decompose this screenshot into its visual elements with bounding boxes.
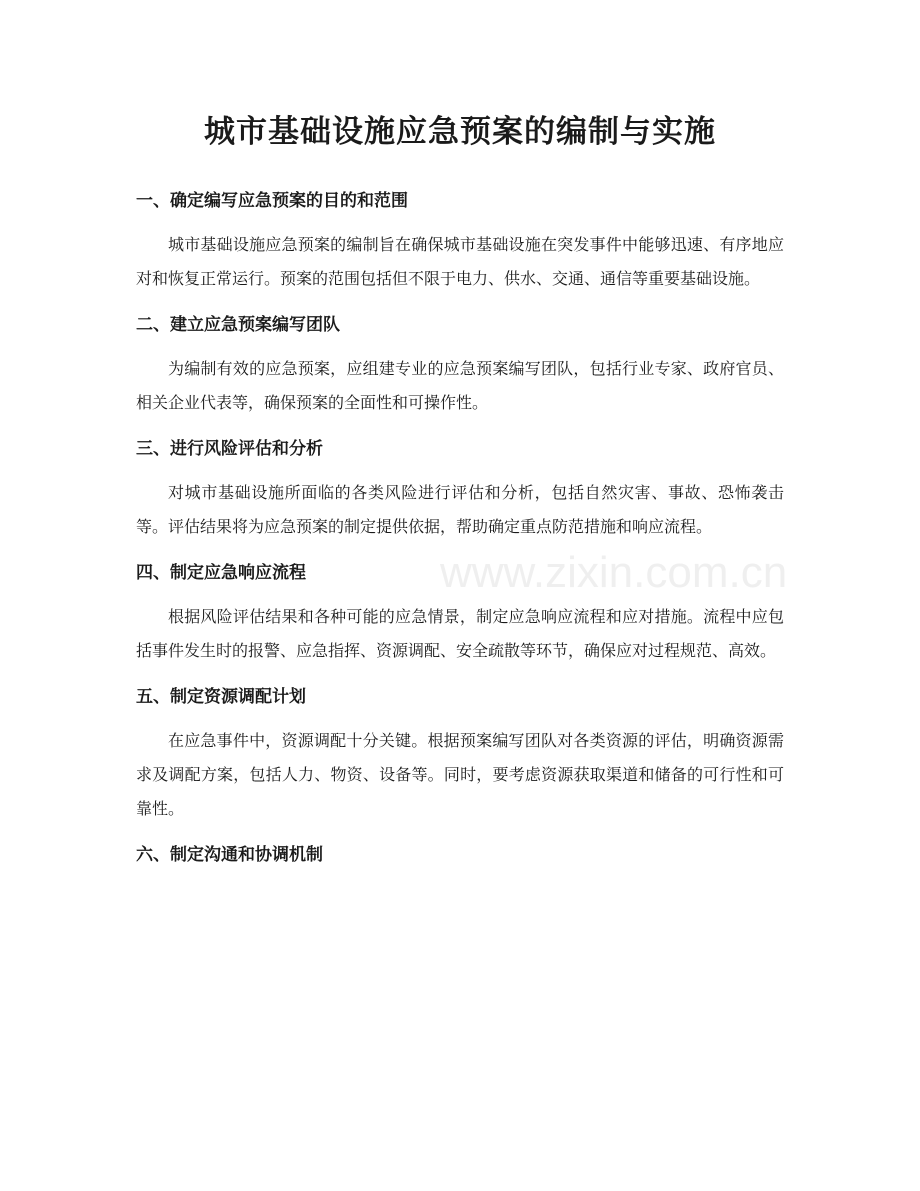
section-team xyxy=(136,305,784,420)
section-communication xyxy=(136,835,784,875)
document-title: 城市基础设施应急预案的编制与实施 xyxy=(204,114,716,150)
document-body xyxy=(136,181,784,875)
section-resource-plan xyxy=(136,677,784,826)
section-heading: 六、制定沟通和协调机制 xyxy=(136,845,323,865)
section-paragraph: 为编制有效的应急预案，应组建专业的应急预案编写团队，包括行业专家、政府官员、相关企业代表等，确保预案的全面性和可操作性。 xyxy=(136,359,784,412)
section-heading: 一、确定编写应急预案的目的和范围 xyxy=(136,191,408,211)
section-response-process xyxy=(136,553,784,668)
watermark: www.zixin.com.cn xyxy=(440,548,788,597)
section-heading: 四、制定应急响应流程 xyxy=(136,563,306,583)
section-risk-assessment xyxy=(136,429,784,544)
section-heading: 二、建立应急预案编写团队 xyxy=(136,315,340,335)
section-paragraph: 对城市基础设施所面临的各类风险进行评估和分析，包括自然灾害、事故、恐怖袭击等。评估结果将为应急预案的制定提供依据，帮助确定重点防范措施和响应流程。 xyxy=(136,483,784,536)
section-purpose-scope xyxy=(136,181,784,296)
section-paragraph: 城市基础设施应急预案的编制旨在确保城市基础设施在突发事件中能够迅速、有序地应对和恢复正常运行。预案的范围包括但不限于电力、供水、交通、通信等重要基础设施。 xyxy=(136,235,784,288)
section-heading: 五、制定资源调配计划 xyxy=(136,687,306,707)
section-paragraph: 在应急事件中，资源调配十分关键。根据预案编写团队对各类资源的评估，明确资源需求及调配方案，包括人力、物资、设备等。同时，要考虑资源获取渠道和储备的可行性和可靠性。 xyxy=(136,731,784,818)
section-paragraph: 根据风险评估结果和各种可能的应急情景，制定应急响应流程和应对措施。流程中应包括事件发生时的报警、应急指挥、资源调配、安全疏散等环节，确保应对过程规范、高效。 xyxy=(136,607,784,660)
section-heading: 三、进行风险评估和分析 xyxy=(136,439,323,459)
